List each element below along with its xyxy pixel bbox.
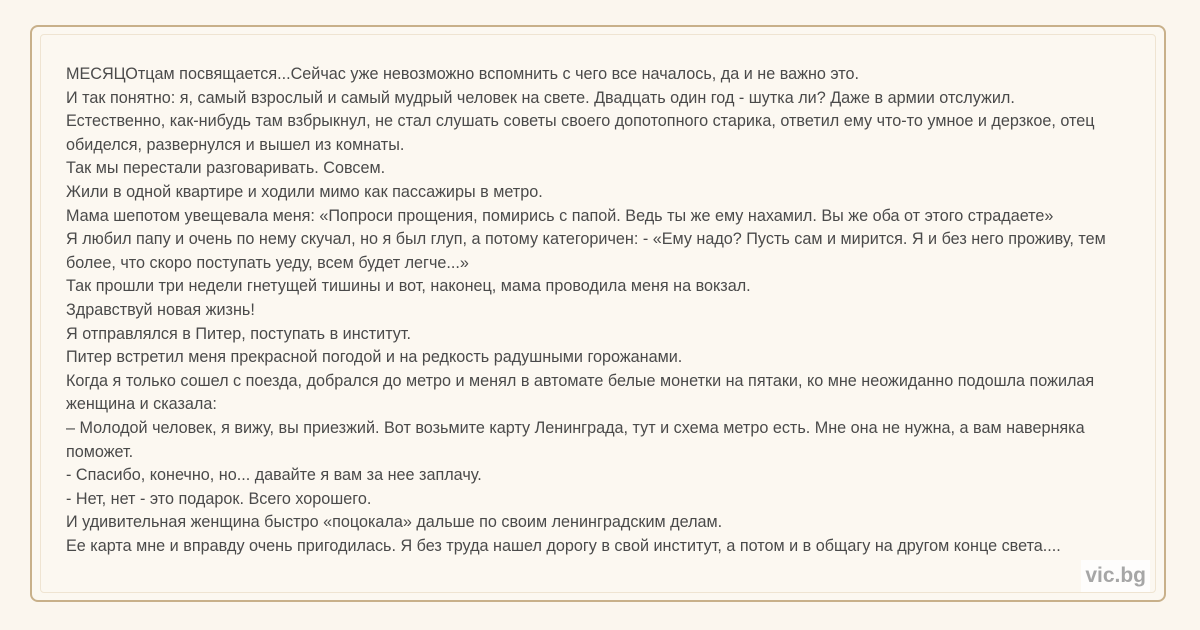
story-line: - Нет, нет - это подарок. Всего хорошего.	[66, 489, 372, 508]
story-line: – Молодой человек, я вижу, вы приезжий. Вот возьмите карту Ленинграда, тут и схема метро есть. Мне она не нужна, а вам наверняка поможет.	[66, 418, 1085, 461]
story-line: Жили в одной квартире и ходили мимо как пассажиры в метро.	[66, 182, 543, 201]
story-text	[66, 63, 1146, 558]
story-line: Так прошли три недели гнетущей тишины и вот, наконец, мама проводила меня на вокзал.	[66, 277, 751, 296]
story-line: - Спасибо, конечно, но... давайте я вам за нее заплачу.	[66, 466, 482, 485]
site-watermark: vic.bg	[1081, 560, 1150, 592]
story-line: Ее карта мне и вправду очень пригодилась. Я без труда нашел дорогу в свой институт, а потом и в общагу на другом конце света....	[66, 536, 1061, 555]
story-line: Мама шепотом увещевала меня: «Попроси прощения, помирись с папой. Ведь ты же ему нахамил. Вы же оба от этого страдаете»	[66, 206, 1054, 225]
story-line: И так понятно: я, самый взрослый и самый мудрый человек на свете. Двадцать один год - шутка ли? Даже в армии отслужил.	[66, 88, 1015, 107]
story-line: Здравствуй новая жизнь!	[66, 300, 255, 319]
story-line: Когда я только сошел с поезда, добрался до метро и менял в автомате белые монетки на пятаки, ко мне неожиданно подошла пожилая женщина и сказала:	[66, 371, 1095, 414]
story-line: МЕСЯЦОтцам посвящается...Сейчас уже невозможно вспомнить с чего все началось, да и не важно это.	[66, 65, 860, 83]
story-line: Так мы перестали разговаривать. Совсем.	[66, 159, 386, 178]
story-line: И удивительная женщина быстро «поцокала» дальше по своим ленинградским делам.	[66, 513, 723, 532]
story-line: Естественно, как-нибудь там взбрыкнул, не стал слушать советы своего допотопного старика, ответил ему что-то умное и дерзкое, отец обиделся, развернулся и вышел из комнаты.	[66, 112, 1095, 154]
story-line: Я отправлялся в Питер, поступать в институт.	[66, 324, 412, 343]
story-line: Питер встретил меня прекрасной погодой и на редкость радушными горожанами.	[66, 348, 683, 367]
story-line: Я любил папу и очень по нему скучал, но я был глуп, а потому категоричен: - «Ему надо? Пусть сам и мирится. Я и без него проживу, тем более, что скоро поступать уеду, всем будет легче...»	[66, 230, 1106, 272]
